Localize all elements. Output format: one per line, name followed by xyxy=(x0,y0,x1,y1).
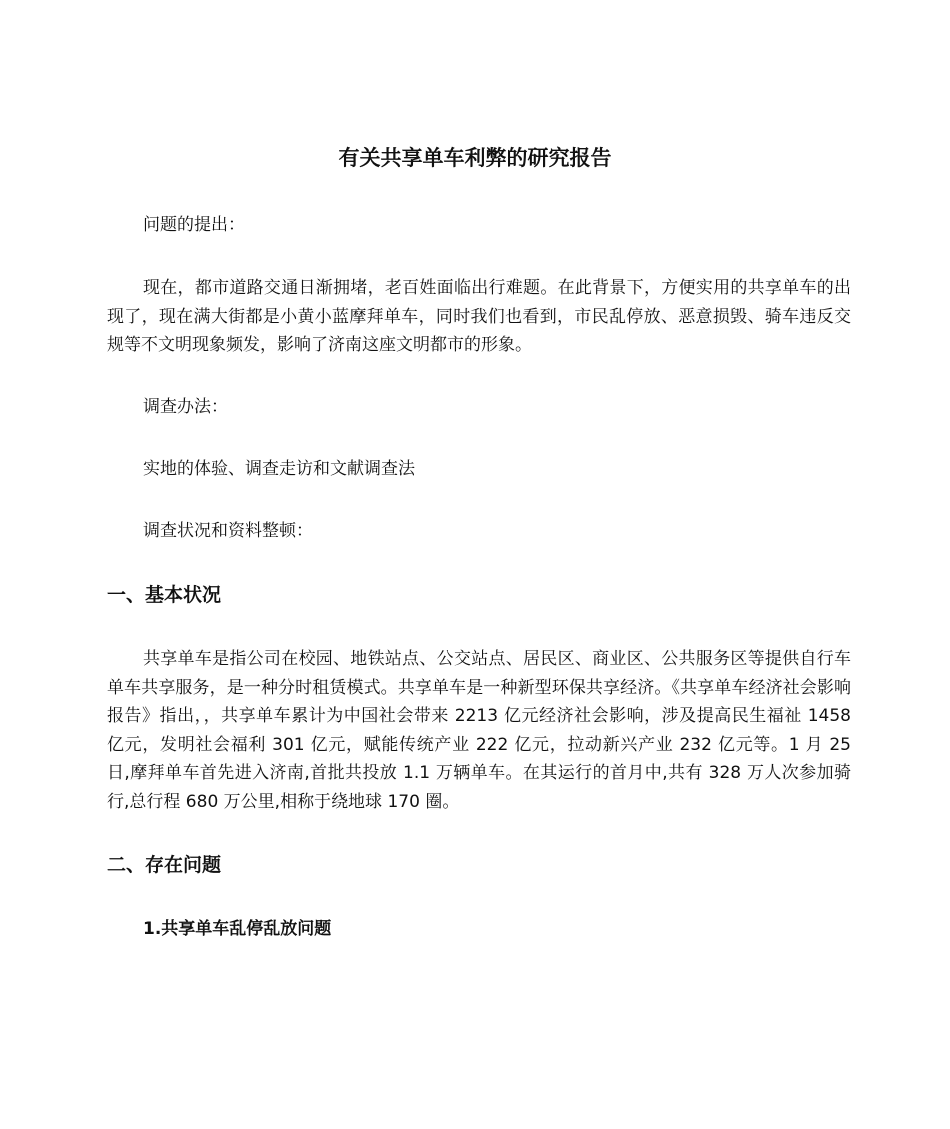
section-1-heading: 一、基本状况 xyxy=(107,584,222,606)
section-1-paragraph: 共享单车是指公司在校园、地铁站点、公交站点、居民区、商业区、公共服务区等提供自行车单车共享服务，是一种分时租赁模式。共享单车是一种新型环保共享经济。《共享单车经济社会影响报告》指出，，共享单车累计为中国社会带来 2213 亿元经济社会影响，涉及提高民生福祉 1458 亿元，发明社会福利 301 亿元，赋能传统产业 222 亿元，拉动新兴产业 232 亿元等。1 月 25 日,摩拜单车首先进入济南,首批共投放 1.1 万辆单车。在其运行的首月中,共有 328 万人次参加骑行,总行程 680 万公里,相称于绕地球 170 圈。 xyxy=(107,649,851,812)
method-heading: 调查办法： xyxy=(143,397,228,417)
problem-heading: 问题的提出： xyxy=(143,215,245,235)
subsection-1-heading: 1.共享单车乱停乱放问题 xyxy=(143,919,332,939)
intro-paragraph: 现在，都市道路交通日渐拥堵，老百姓面临出行难题。在此背景下，方便实用的共享单车的出现了，现在满大街都是小黄小蓝摩拜单车，同时我们也看到，市民乱停放、恶意损毁、骑车违反交规等不文明现象频发，影响了济南这座文明都市的形象。 xyxy=(107,278,851,355)
status-heading: 调查状况和资料整顿： xyxy=(143,521,313,541)
method-text: 实地的体验、调查走访和文献调查法 xyxy=(143,459,415,479)
document-title: 有关共享单车利弊的研究报告 xyxy=(338,146,612,170)
section-2-heading: 二、存在问题 xyxy=(107,854,222,876)
